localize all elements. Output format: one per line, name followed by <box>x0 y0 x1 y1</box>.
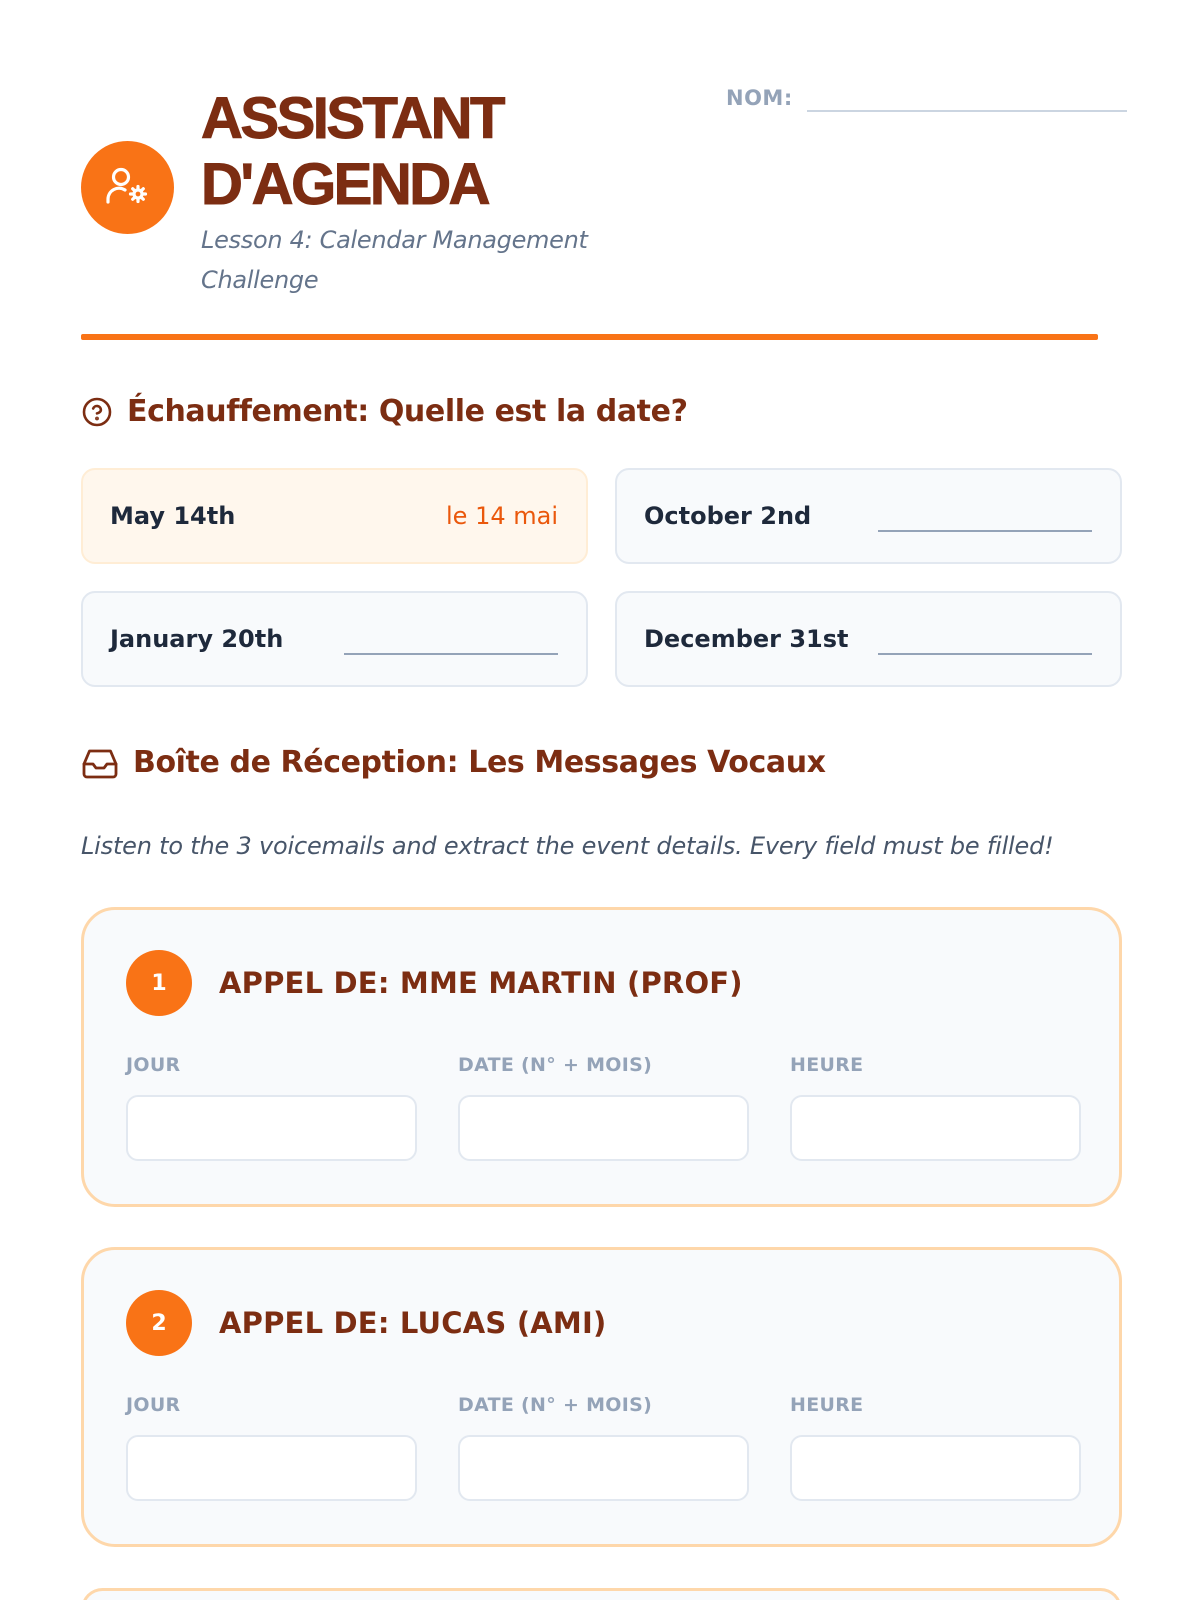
date-card-example <box>81 468 588 564</box>
call-number-badge: 1 <box>126 950 192 1016</box>
date-input[interactable] <box>458 1435 749 1501</box>
field-date <box>458 1394 749 1501</box>
page-title-line1: ASSISTANT <box>201 86 503 151</box>
date-answer-blank[interactable] <box>344 653 558 655</box>
jour-input[interactable] <box>126 1095 417 1161</box>
title-block <box>201 86 641 300</box>
date-english: October 2nd <box>644 502 812 530</box>
date-grid <box>81 468 1122 687</box>
field-jour <box>126 1054 417 1161</box>
date-card <box>81 591 588 687</box>
date-input[interactable] <box>458 1095 749 1161</box>
user-gear-icon <box>81 141 174 234</box>
page-title-line2: D'AGENDA <box>201 152 489 217</box>
call-card-3-partial <box>81 1588 1122 1600</box>
date-english: December 31st <box>644 625 849 653</box>
field-label: HEURE <box>790 1394 864 1416</box>
heure-input[interactable] <box>790 1095 1081 1161</box>
call-fields <box>126 1054 1077 1161</box>
header-divider <box>81 334 1098 340</box>
field-label: DATE (N° + MOIS) <box>458 1394 653 1416</box>
name-label: NOM: <box>726 86 793 110</box>
heure-input[interactable] <box>790 1435 1081 1501</box>
date-card <box>615 468 1122 564</box>
jour-input[interactable] <box>126 1435 417 1501</box>
call-card-1 <box>81 907 1122 1207</box>
warmup-heading <box>81 394 688 429</box>
field-date <box>458 1054 749 1161</box>
call-header <box>126 950 1077 1016</box>
field-heure <box>790 1054 1081 1161</box>
field-label: HEURE <box>790 1054 864 1076</box>
date-answer-blank[interactable] <box>878 653 1092 655</box>
date-french-answer: le 14 mai <box>446 502 558 530</box>
call-title: APPEL DE: LUCAS (AMI) <box>219 1306 607 1340</box>
call-header <box>126 1290 1077 1356</box>
name-field <box>726 86 1127 110</box>
warmup-title: Échauffement: Quelle est la date? <box>127 394 688 429</box>
header <box>81 0 1098 340</box>
field-heure <box>790 1394 1081 1501</box>
inbox-icon <box>81 746 119 780</box>
call-fields <box>126 1394 1077 1501</box>
question-circle-icon <box>81 396 113 428</box>
date-card <box>615 591 1122 687</box>
date-english: January 20th <box>110 625 284 653</box>
page-subtitle: Lesson 4: Calendar Management Challenge <box>201 226 588 294</box>
date-answer-blank[interactable] <box>878 530 1092 532</box>
instruction-text: Listen to the 3 voicemails and extract the event details. Every field must be filled! <box>81 832 1054 860</box>
field-label: JOUR <box>126 1394 181 1416</box>
field-jour <box>126 1394 417 1501</box>
date-english: May 14th <box>110 502 236 530</box>
call-number-badge: 2 <box>126 1290 192 1356</box>
call-card-2 <box>81 1247 1122 1547</box>
field-label: JOUR <box>126 1054 181 1076</box>
call-title: APPEL DE: MME MARTIN (PROF) <box>219 966 743 1000</box>
name-input-line[interactable] <box>807 110 1127 112</box>
inbox-heading <box>81 745 826 780</box>
inbox-title: Boîte de Réception: Les Messages Vocaux <box>133 745 826 780</box>
field-label: DATE (N° + MOIS) <box>458 1054 653 1076</box>
